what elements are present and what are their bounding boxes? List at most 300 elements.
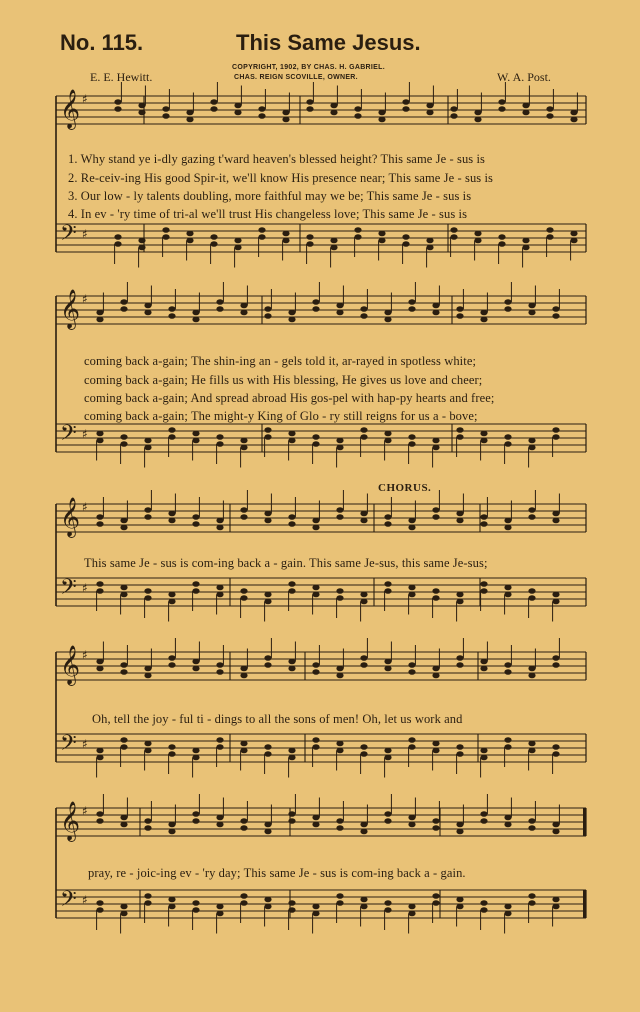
- note-head: [432, 445, 439, 451]
- note-head: [312, 737, 319, 743]
- note-head: [456, 511, 463, 517]
- note-head: [144, 514, 151, 520]
- note-head: [528, 818, 535, 824]
- note-head: [480, 438, 487, 444]
- note-head: [504, 434, 511, 440]
- note-head: [528, 507, 535, 513]
- note-head: [312, 822, 319, 828]
- chorus-line-1: This same Je - sus is com-ing back a - gain. This same Je-sus, this same Je-sus;: [84, 556, 488, 570]
- note-head: [264, 655, 271, 661]
- note-head: [360, 822, 367, 828]
- note-head: [384, 514, 391, 520]
- note-head: [282, 231, 289, 237]
- note-head: [192, 581, 199, 587]
- note-head: [330, 245, 337, 251]
- treble-clef-icon: 𝄞: [60, 645, 81, 685]
- note-head: [552, 662, 559, 668]
- note-head: [288, 521, 295, 527]
- note-head: [522, 245, 529, 251]
- sharp-icon: ♯: [82, 92, 88, 106]
- note-head: [432, 310, 439, 316]
- sharp-icon: ♯: [82, 292, 88, 306]
- note-head: [528, 748, 535, 754]
- note-head: [240, 666, 247, 672]
- copyright-line-1: COPYRIGHT, 1902, BY CHAS. H. GABRIEL.: [232, 64, 385, 71]
- note-head: [360, 744, 367, 750]
- note-head: [408, 299, 415, 305]
- note-head: [432, 825, 439, 831]
- note-head: [192, 588, 199, 594]
- note-head: [162, 113, 169, 119]
- note-head: [570, 117, 577, 123]
- note-head: [360, 599, 367, 605]
- note-head: [258, 234, 265, 240]
- note-head: [456, 518, 463, 524]
- note-head: [354, 227, 361, 233]
- note-head: [546, 106, 553, 112]
- note-head: [432, 303, 439, 309]
- note-head: [480, 811, 487, 817]
- note-head: [264, 511, 271, 517]
- note-head: [120, 669, 127, 675]
- note-head: [168, 313, 175, 319]
- note-head: [192, 431, 199, 437]
- note-head: [552, 655, 559, 661]
- note-head: [528, 588, 535, 594]
- note-head: [216, 525, 223, 531]
- bass-clef-icon: 𝄢: [60, 221, 77, 251]
- note-head: [312, 662, 319, 668]
- note-head: [456, 751, 463, 757]
- note-head: [96, 900, 103, 906]
- note-head: [480, 514, 487, 520]
- note-head: [264, 897, 271, 903]
- note-head: [336, 748, 343, 754]
- sharp-icon: ♯: [82, 737, 88, 751]
- note-head: [432, 818, 439, 824]
- note-head: [186, 238, 193, 244]
- note-head: [168, 518, 175, 524]
- note-head: [546, 113, 553, 119]
- note-head: [96, 811, 103, 817]
- note-head: [168, 655, 175, 661]
- note-head: [360, 511, 367, 517]
- note-head: [216, 434, 223, 440]
- note-head: [240, 893, 247, 899]
- note-head: [288, 317, 295, 323]
- note-head: [408, 518, 415, 524]
- note-head: [480, 900, 487, 906]
- note-head: [504, 737, 511, 743]
- note-head: [240, 588, 247, 594]
- treble-clef-icon: 𝄞: [60, 289, 81, 329]
- note-head: [240, 673, 247, 679]
- note-head: [144, 588, 151, 594]
- note-head: [264, 822, 271, 828]
- note-head: [312, 592, 319, 598]
- note-head: [480, 310, 487, 316]
- note-head: [504, 669, 511, 675]
- note-head: [552, 434, 559, 440]
- note-head: [504, 904, 511, 910]
- note-head: [312, 441, 319, 447]
- note-head: [408, 737, 415, 743]
- note-head: [336, 666, 343, 672]
- note-head: [120, 306, 127, 312]
- note-head: [96, 666, 103, 672]
- note-head: [408, 815, 415, 821]
- chorus-label: CHORUS.: [378, 482, 432, 494]
- note-head: [408, 904, 415, 910]
- lyricist: E. E. Hewitt.: [90, 70, 153, 84]
- note-head: [498, 99, 505, 105]
- note-head: [216, 592, 223, 598]
- note-head: [168, 599, 175, 605]
- note-head: [504, 585, 511, 591]
- note-head: [306, 106, 313, 112]
- note-head: [432, 514, 439, 520]
- note-head: [120, 525, 127, 531]
- note-head: [336, 310, 343, 316]
- note-head: [552, 904, 559, 910]
- note-head: [144, 666, 151, 672]
- note-head: [192, 748, 199, 754]
- note-head: [282, 110, 289, 116]
- note-head: [330, 103, 337, 109]
- note-head: [336, 514, 343, 520]
- note-head: [120, 518, 127, 524]
- note-head: [456, 897, 463, 903]
- note-head: [144, 673, 151, 679]
- note-head: [384, 310, 391, 316]
- note-head: [552, 511, 559, 517]
- note-head: [120, 904, 127, 910]
- note-head: [456, 313, 463, 319]
- note-head: [192, 755, 199, 761]
- note-head: [234, 110, 241, 116]
- note-head: [168, 897, 175, 903]
- note-head: [528, 825, 535, 831]
- note-head: [504, 441, 511, 447]
- note-head: [528, 900, 535, 906]
- note-head: [312, 525, 319, 531]
- note-head: [528, 673, 535, 679]
- note-head: [426, 103, 433, 109]
- note-head: [384, 907, 391, 913]
- note-head: [288, 666, 295, 672]
- note-head: [240, 825, 247, 831]
- bass-clef-icon: 𝄢: [60, 887, 77, 917]
- verse-3-line-b: coming back a-gain; And spread abroad His gos-pel with hap-py hearts and free;: [84, 391, 495, 405]
- sharp-icon: ♯: [82, 427, 88, 441]
- note-head: [264, 829, 271, 835]
- note-head: [384, 666, 391, 672]
- note-head: [264, 599, 271, 605]
- note-head: [240, 310, 247, 316]
- note-head: [552, 744, 559, 750]
- note-head: [312, 299, 319, 305]
- note-head: [336, 507, 343, 513]
- note-head: [360, 829, 367, 835]
- note-head: [336, 825, 343, 831]
- note-head: [96, 818, 103, 824]
- note-head: [240, 595, 247, 601]
- note-head: [360, 592, 367, 598]
- note-head: [114, 241, 121, 247]
- verse-1-line-b: coming back a-gain; The shin-ing an - gels told it, ar-rayed in spotless white;: [84, 354, 477, 368]
- note-head: [96, 588, 103, 594]
- note-head: [360, 313, 367, 319]
- note-head: [504, 299, 511, 305]
- note-head: [474, 110, 481, 116]
- note-head: [378, 117, 385, 123]
- note-head: [168, 822, 175, 828]
- note-head: [168, 427, 175, 433]
- note-head: [504, 815, 511, 821]
- note-head: [192, 811, 199, 817]
- note-head: [282, 238, 289, 244]
- note-head: [336, 588, 343, 594]
- note-head: [120, 822, 127, 828]
- note-head: [288, 659, 295, 665]
- composer: W. A. Post.: [497, 70, 551, 84]
- note-head: [120, 434, 127, 440]
- note-head: [144, 748, 151, 754]
- note-head: [168, 829, 175, 835]
- note-head: [336, 303, 343, 309]
- note-head: [336, 900, 343, 906]
- note-head: [186, 117, 193, 123]
- note-head: [240, 445, 247, 451]
- note-head: [480, 818, 487, 824]
- sharp-icon: ♯: [82, 581, 88, 595]
- note-head: [528, 595, 535, 601]
- note-head: [522, 110, 529, 116]
- note-head: [96, 748, 103, 754]
- sharp-icon: ♯: [82, 648, 88, 662]
- note-head: [456, 904, 463, 910]
- note-head: [288, 438, 295, 444]
- note-head: [144, 900, 151, 906]
- note-head: [144, 303, 151, 309]
- note-head: [114, 106, 121, 112]
- note-head: [360, 904, 367, 910]
- note-head: [384, 755, 391, 761]
- note-head: [378, 238, 385, 244]
- note-head: [96, 581, 103, 587]
- note-head: [384, 659, 391, 665]
- note-head: [192, 514, 199, 520]
- hymn-number: No. 115.: [60, 30, 144, 55]
- note-head: [120, 911, 127, 917]
- note-head: [312, 904, 319, 910]
- note-head: [408, 525, 415, 531]
- note-head: [288, 310, 295, 316]
- bass-clef-icon: 𝄢: [60, 575, 77, 605]
- note-head: [456, 822, 463, 828]
- note-head: [450, 113, 457, 119]
- note-head: [552, 599, 559, 605]
- note-head: [216, 518, 223, 524]
- note-head: [552, 751, 559, 757]
- note-head: [480, 755, 487, 761]
- note-head: [384, 438, 391, 444]
- note-head: [360, 662, 367, 668]
- note-head: [378, 110, 385, 116]
- note-head: [402, 99, 409, 105]
- note-head: [360, 434, 367, 440]
- note-head: [528, 445, 535, 451]
- treble-clef-icon: 𝄞: [60, 497, 81, 537]
- note-head: [570, 110, 577, 116]
- note-head: [504, 525, 511, 531]
- note-head: [498, 234, 505, 240]
- sharp-icon: ♯: [82, 804, 88, 818]
- note-head: [264, 592, 271, 598]
- note-head: [456, 829, 463, 835]
- note-head: [216, 585, 223, 591]
- note-head: [408, 434, 415, 440]
- note-head: [216, 815, 223, 821]
- note-head: [192, 438, 199, 444]
- note-head: [528, 741, 535, 747]
- note-head: [402, 234, 409, 240]
- note-head: [312, 911, 319, 917]
- note-head: [552, 592, 559, 598]
- note-head: [168, 904, 175, 910]
- note-head: [264, 518, 271, 524]
- note-head: [408, 662, 415, 668]
- note-head: [258, 113, 265, 119]
- note-head: [168, 744, 175, 750]
- note-head: [504, 822, 511, 828]
- note-head: [330, 238, 337, 244]
- note-head: [312, 815, 319, 821]
- note-head: [240, 748, 247, 754]
- note-head: [408, 585, 415, 591]
- note-head: [288, 755, 295, 761]
- note-head: [528, 303, 535, 309]
- note-head: [192, 310, 199, 316]
- note-head: [360, 751, 367, 757]
- note-head: [480, 431, 487, 437]
- note-head: [432, 900, 439, 906]
- note-head: [498, 241, 505, 247]
- note-head: [426, 245, 433, 251]
- note-head: [192, 666, 199, 672]
- note-head: [192, 900, 199, 906]
- note-head: [360, 306, 367, 312]
- note-head: [192, 317, 199, 323]
- note-head: [432, 748, 439, 754]
- note-head: [162, 106, 169, 112]
- note-head: [432, 741, 439, 747]
- note-head: [120, 592, 127, 598]
- note-head: [528, 310, 535, 316]
- note-head: [210, 106, 217, 112]
- note-head: [480, 748, 487, 754]
- note-head: [552, 427, 559, 433]
- note-head: [378, 231, 385, 237]
- note-head: [240, 900, 247, 906]
- note-head: [216, 306, 223, 312]
- note-head: [120, 662, 127, 668]
- note-head: [288, 588, 295, 594]
- note-head: [144, 438, 151, 444]
- note-head: [306, 99, 313, 105]
- bass-clef-icon: 𝄢: [60, 421, 77, 451]
- note-head: [354, 106, 361, 112]
- note-head: [234, 245, 241, 251]
- note-head: [240, 303, 247, 309]
- note-head: [432, 438, 439, 444]
- note-head: [312, 669, 319, 675]
- note-head: [162, 234, 169, 240]
- note-head: [504, 744, 511, 750]
- note-head: [336, 445, 343, 451]
- verse-2-line-b: coming back a-gain; He fills us with His blessing, He gives us love and cheer;: [84, 373, 483, 387]
- bass-clef-icon: 𝄢: [60, 731, 77, 761]
- note-head: [96, 907, 103, 913]
- note-head: [312, 306, 319, 312]
- note-head: [408, 744, 415, 750]
- note-head: [216, 904, 223, 910]
- note-head: [384, 748, 391, 754]
- note-head: [216, 737, 223, 743]
- note-head: [384, 588, 391, 594]
- verse-2-line-a: 2. Re-ceiv-ing His good Spir-it, we'll know His presence near; This same Je - sus is: [68, 171, 494, 185]
- note-head: [288, 748, 295, 754]
- note-head: [384, 317, 391, 323]
- note-head: [552, 518, 559, 524]
- note-head: [432, 507, 439, 513]
- note-head: [384, 431, 391, 437]
- note-head: [474, 238, 481, 244]
- note-head: [96, 659, 103, 665]
- note-head: [120, 815, 127, 821]
- note-head: [240, 514, 247, 520]
- note-head: [498, 106, 505, 112]
- note-head: [192, 521, 199, 527]
- sharp-icon: ♯: [82, 893, 88, 907]
- note-head: [144, 310, 151, 316]
- final-barline: [583, 808, 586, 836]
- note-head: [354, 113, 361, 119]
- note-head: [528, 438, 535, 444]
- note-head: [144, 893, 151, 899]
- chorus-line-2: Oh, tell the joy - ful ti - dings to all the sons of men! Oh, let us work and: [92, 712, 463, 726]
- note-head: [168, 511, 175, 517]
- note-head: [216, 822, 223, 828]
- treble-clef-icon: 𝄞: [60, 801, 81, 841]
- note-head: [264, 751, 271, 757]
- note-head: [570, 238, 577, 244]
- note-head: [264, 427, 271, 433]
- note-head: [192, 907, 199, 913]
- sharp-icon: ♯: [82, 500, 88, 514]
- note-head: [360, 518, 367, 524]
- note-head: [432, 588, 439, 594]
- sharp-icon: ♯: [82, 227, 88, 241]
- note-head: [288, 431, 295, 437]
- note-head: [408, 306, 415, 312]
- note-head: [474, 117, 481, 123]
- note-head: [144, 445, 151, 451]
- note-head: [210, 234, 217, 240]
- note-head: [168, 751, 175, 757]
- note-head: [168, 592, 175, 598]
- note-head: [336, 741, 343, 747]
